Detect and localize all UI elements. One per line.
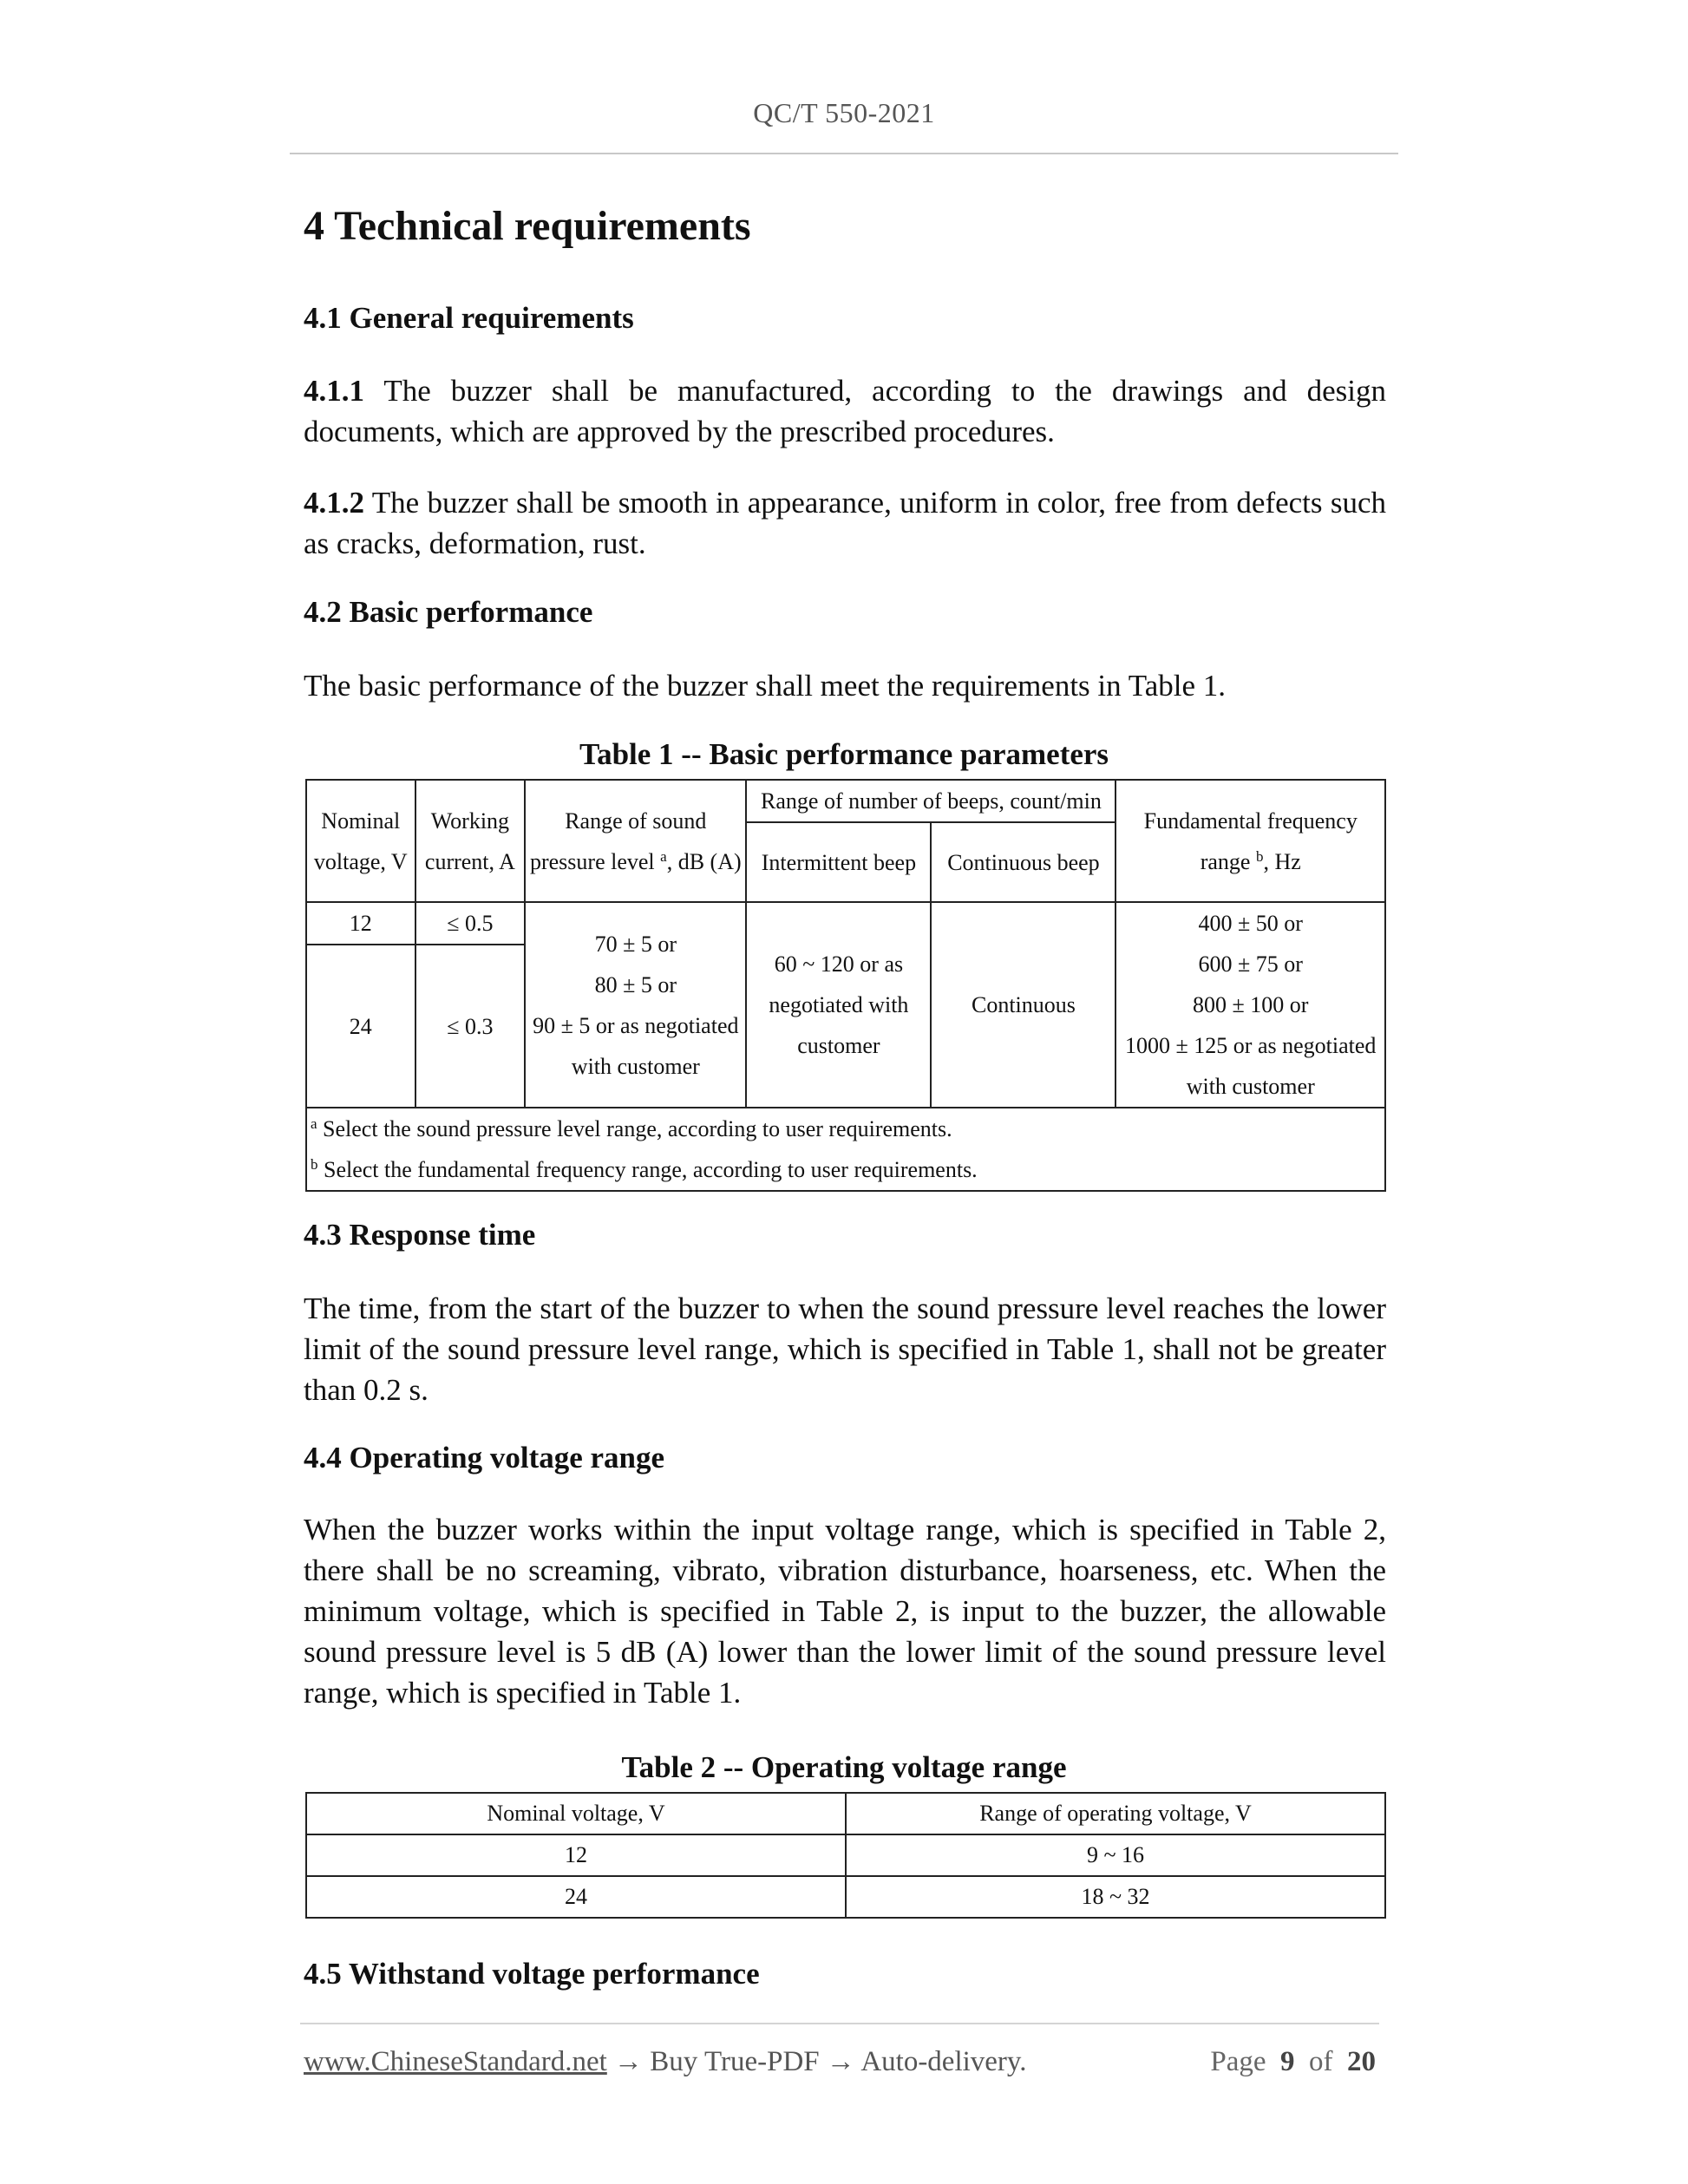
- page-total: 20: [1347, 2046, 1376, 2077]
- sound-line: with customer: [571, 1053, 700, 1079]
- header-continuous-beep: Continuous beep: [931, 822, 1116, 902]
- paragraph-4-1-2: [304, 482, 1386, 564]
- footnote-a-text: Select the sound pressure level range, according to user requirements.: [323, 1116, 952, 1141]
- frequency-line: 1000 ± 125 or as negotiated: [1125, 1033, 1377, 1058]
- frequency-line: 400 ± 50 or: [1198, 911, 1303, 936]
- frequency-line: 800 ± 100 or: [1193, 992, 1309, 1017]
- paragraph-4-3: The time, from the start of the buzzer to when the sound pressure level reaches the lower limit of the sound pressure level range, which is specified in Table 1, shall not be greater than 0.2 s.: [304, 1291, 1386, 1407]
- cell-nominal: 12: [306, 1834, 846, 1876]
- footnote-mark-a: a: [660, 847, 667, 865]
- sound-line: 90 ± 5 or as negotiated: [533, 1012, 739, 1038]
- header-divider: [290, 153, 1398, 154]
- arrow-right-icon: →: [826, 2046, 855, 2077]
- table-operating-voltage: [305, 1792, 1386, 1919]
- table-2-caption: Table 2 -- Operating voltage range: [621, 1750, 1067, 1784]
- clause-text: The buzzer shall be manufactured, according to the drawings and design documents, which are approved by the prescribed procedures.: [304, 374, 1386, 448]
- delivery-text: Auto-delivery.: [860, 2046, 1027, 2077]
- header-intermittent-beep: Intermittent beep: [746, 822, 931, 902]
- cell-current-12: ≤ 0.5: [415, 902, 526, 945]
- intermittent-line: customer: [797, 1033, 880, 1058]
- table-1-notes: [306, 1108, 1385, 1191]
- header-fundamental-frequency: [1116, 780, 1385, 902]
- header-sound-pressure: [525, 780, 746, 902]
- page-number: 9: [1280, 2046, 1295, 2077]
- sound-line: 70 ± 5 or: [594, 931, 677, 957]
- cell-frequency-range: [1116, 902, 1385, 1108]
- table-1-caption: Table 1 -- Basic performance parameters: [579, 737, 1109, 771]
- heading-4-2: 4.2 Basic performance: [304, 595, 593, 629]
- header-operating-range: Range of operating voltage, V: [846, 1793, 1385, 1834]
- heading-4-5: 4.5 Withstand voltage performance: [304, 1957, 760, 1991]
- intermittent-line: 60 ~ 120 or as: [774, 951, 904, 977]
- clause-number: 4.1.2: [304, 486, 364, 520]
- cell-range: 9 ~ 16: [846, 1834, 1385, 1876]
- sound-line: 80 ± 5 or: [594, 971, 677, 997]
- cell-voltage-24: 24: [306, 945, 415, 1108]
- footnote-b-text: Select the fundamental frequency range, according to user requirements.: [324, 1157, 978, 1182]
- header-working-current: Working current, A: [415, 780, 526, 902]
- page-indicator: [1210, 2046, 1376, 2078]
- cell-range: 18 ~ 32: [846, 1876, 1385, 1918]
- table-basic-performance: [305, 779, 1386, 1192]
- freq-unit: , Hz: [1263, 848, 1301, 874]
- freq-label: Fundamental frequency range: [1143, 808, 1358, 874]
- table-row: [306, 1876, 1385, 1918]
- footnote-mark-b: b: [1255, 847, 1264, 865]
- footer-divider: [300, 2023, 1379, 2024]
- cell-nominal: 24: [306, 1876, 846, 1918]
- table-row: [306, 1834, 1385, 1876]
- sound-unit: , dB (A): [666, 848, 742, 874]
- header-nominal-voltage: Nominal voltage, V: [306, 1793, 846, 1834]
- footnote-b: [311, 1149, 1383, 1190]
- footnote-a: [311, 1108, 1383, 1149]
- arrow-right-icon: →: [614, 2046, 644, 2077]
- document-id: QC/T 550-2021: [753, 97, 935, 128]
- frequency-line: with customer: [1186, 1074, 1315, 1099]
- section-title: 4 Technical requirements: [304, 203, 751, 249]
- intermittent-line: negotiated with: [769, 992, 909, 1017]
- sound-label: Range of sound pressure level: [529, 808, 707, 874]
- frequency-line: 600 ± 75 or: [1198, 951, 1303, 977]
- buy-text: Buy True-PDF: [650, 2046, 820, 2077]
- website-link[interactable]: www.ChineseStandard.net: [304, 2046, 607, 2077]
- clause-text: The buzzer shall be smooth in appearance, uniform in color, free from defects such as cracks, deformation, rust.: [304, 486, 1387, 560]
- footnote-b-mark: b: [311, 1156, 318, 1173]
- paragraph-4-4: When the buzzer works within the input voltage range, which is specified in Table 2, there shall be no screaming, vibrato, vibration disturbance, hoarseness, etc. When the minimum voltage, which is specified in Table 2, is input to the buzzer, the allowable sound pressure level is 5 dB (A) lower than the lower limit of the sound pressure level range, which is specified in Table 1.: [304, 1513, 1386, 1710]
- page-label: Page: [1210, 2046, 1266, 2077]
- cell-intermittent-range: [746, 902, 931, 1108]
- heading-4-4: 4.4 Operating voltage range: [304, 1441, 665, 1475]
- header-nominal-voltage: Nominal voltage, V: [306, 780, 415, 902]
- footer-promo: [304, 2046, 1027, 2078]
- footnote-a-mark: a: [311, 1115, 317, 1132]
- heading-4-1: 4.1 General requirements: [304, 301, 634, 335]
- clause-number: 4.1.1: [304, 374, 364, 408]
- of-label: of: [1309, 2046, 1333, 2077]
- header-beeps: Range of number of beeps, count/min: [746, 780, 1116, 822]
- heading-4-3: 4.3 Response time: [304, 1218, 536, 1252]
- cell-voltage-12: 12: [306, 902, 415, 945]
- paragraph-4-1-1: [304, 370, 1386, 452]
- cell-sound-range: [525, 902, 746, 1108]
- paragraph-4-2: The basic performance of the buzzer shall meet the requirements in Table 1.: [304, 669, 1226, 703]
- cell-current-24: ≤ 0.3: [415, 945, 526, 1108]
- cell-continuous: Continuous: [931, 902, 1116, 1108]
